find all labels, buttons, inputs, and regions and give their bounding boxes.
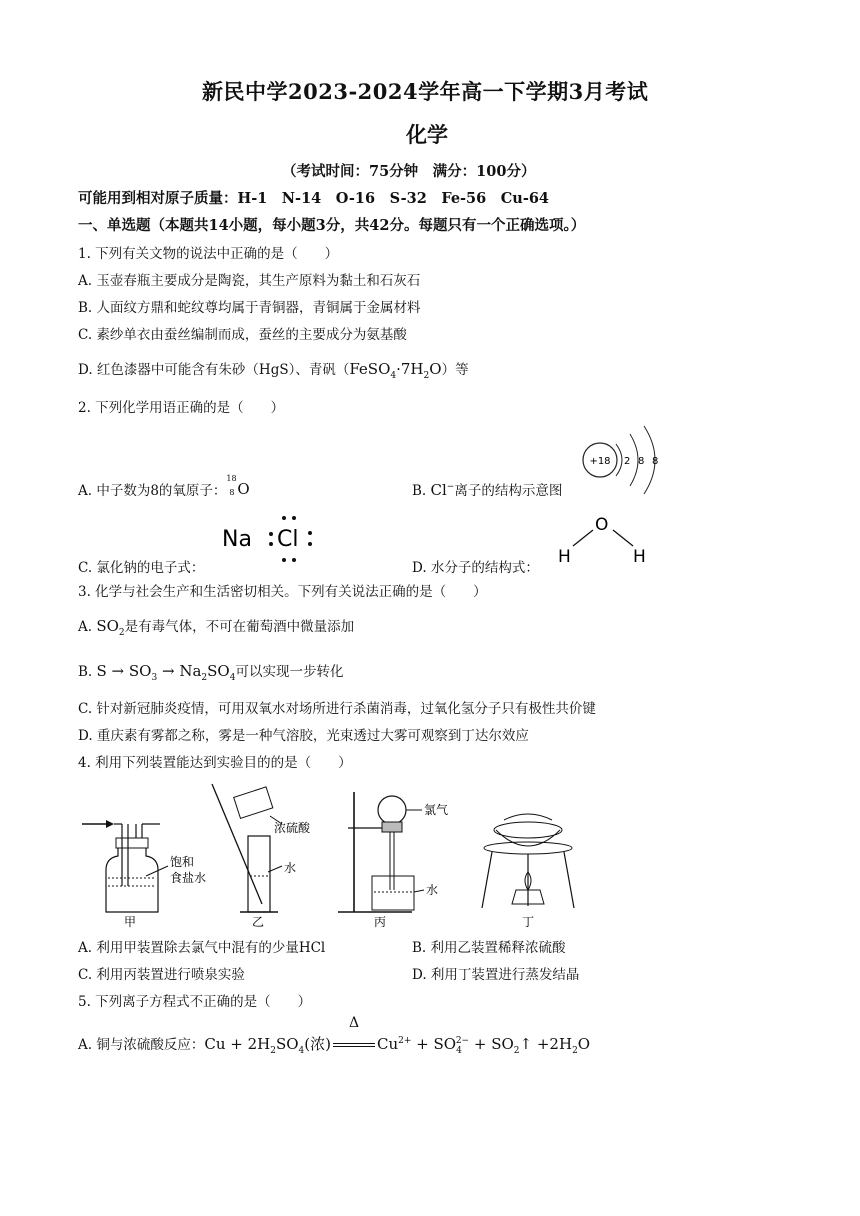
water-structural-formula [553, 510, 653, 568]
q1-option-b: B. 人面纹方鼎和蛇纹尊均属于青铜器，青铜属于金属材料 [78, 300, 421, 316]
bing-water-label: 水 [426, 883, 439, 897]
q3-option-c: C. 针对新冠肺炎疫情，可用双氧水对场所进行杀菌消毒，过氧化氢分子只有极性共价键 [78, 701, 596, 717]
jia-label: 甲 [124, 915, 137, 928]
feso4-formula: $FeSO_4\cdot 7H_2O$ [349, 360, 442, 381]
q3-option-a: A. $SO_2$是有毒气体，不可在葡萄酒中微量添加 [78, 617, 355, 638]
chloride-structure-diagram [578, 420, 664, 500]
q4-option-a: A. 利用甲装置除去氯气中混有的少量HCl [78, 940, 326, 956]
water-hydrogen-2: H [633, 547, 646, 567]
q1-option-d: D. 红色漆器中可能含有朱砂（HgS）、青矾$(FeSO_4\cdot 7H_2O)$等 [78, 360, 469, 381]
jia-liquid-line2: 食盐水 [170, 871, 207, 885]
yi-label: 乙 [252, 915, 265, 928]
q4-option-d: D. 利用丁装置进行蒸发结晶 [412, 967, 580, 983]
q1-option-c: C. 素纱单衣由蚕丝编制而成，蚕丝的主要成分为氨基酸 [78, 327, 407, 343]
yi-acid-label: 浓硫酸 [274, 821, 311, 835]
ding-label: 丁 [522, 915, 535, 928]
heat-arrow: Δ [331, 1035, 377, 1053]
q1-stem: 1. 下列有关文物的说法中正确的是（ ） [78, 246, 339, 262]
chlorine-symbol: Cl [277, 527, 299, 552]
q2-option-b: B. Cl−离子的结构示意图 [412, 481, 563, 499]
atomic-mass-line: 可能用到相对原子质量：H-1 N-14 O-16 S-32 Fe-56 Cu-64 [78, 190, 550, 207]
sodium-symbol: Na [222, 527, 252, 552]
nacl-electron-formula [220, 508, 324, 568]
q2-option-d: D. 水分子的结构式： [412, 560, 539, 576]
chloride-ion: Cl− [430, 481, 455, 499]
copper-sulfuric-equation: $Cu + 2H_2SO_4$(浓) Δ $Cu^{2+} + SO_4^{2-}$ + $SO_2↑ +2H_2O$ [204, 1015, 591, 1056]
q3-option-b: B. $S \to SO_3 \to Na_2SO_4$可以实现一步转化 [78, 662, 344, 683]
apparatus-bing [338, 792, 448, 928]
shell-3: 8 [652, 456, 659, 467]
q4-option-b: B. 利用乙装置稀释浓硫酸 [412, 940, 566, 956]
subject-title: 化学 [406, 122, 448, 147]
water-hydrogen-1: H [558, 547, 571, 567]
q5-option-a: A. 铜与浓硫酸反应：$Cu + 2H_2SO_4$(浓) Δ $Cu^{2+} + SO_4^{2-}$ + $SO_2↑ +2H_2O$ [78, 1015, 591, 1056]
q1-d-text: D. 红色漆器中可能含有朱砂（HgS）、青矾（ [78, 362, 350, 378]
apparatus-yi [212, 784, 311, 928]
q2-stem: 2. 下列化学用语正确的是（ ） [78, 400, 285, 416]
sulfur-conversion-chain: $S \to SO_3 \to Na_2SO_4$ [96, 662, 236, 683]
q2-option-a: A. 中子数为8的氧原子： 18 8 O [78, 479, 254, 499]
jia-liquid-line1: 饱和 [170, 855, 195, 869]
q4-stem: 4. 利用下列装置能达到实验目的的是（ ） [78, 755, 352, 771]
bing-label: 丙 [374, 915, 387, 928]
q4-option-c: C. 利用丙装置进行喷泉实验 [78, 967, 245, 983]
water-oxygen: O [595, 515, 609, 535]
bing-gas-label: 氯气 [424, 803, 449, 817]
oxygen-isotope: 18 8 O [226, 474, 250, 498]
nucleus-charge: +18 [589, 456, 611, 467]
q1-option-a: A. 玉壶春瓶主要成分是陶瓷，其生产原料为黏土和石灰石 [78, 273, 421, 289]
apparatus-ding [482, 814, 574, 928]
q5-stem: 5. 下列离子方程式不正确的是（ ） [78, 994, 312, 1010]
q2-option-c: C. 氯化钠的电子式： [78, 560, 205, 576]
shell-1: 2 [624, 456, 631, 467]
exam-info: （考试时间：75分钟 满分：100分） [282, 163, 536, 180]
q3-stem: 3. 化学与社会生产和生活密切相关。下列有关说法正确的是（ ） [78, 584, 487, 600]
so2-formula: $SO_2$ [96, 617, 125, 638]
exam-title: 新民中学2023-2024学年高一下学期3月考试 [202, 79, 649, 104]
apparatus-figure [76, 780, 596, 928]
q3-option-d: D. 重庆素有雾都之称，雾是一种气溶胶，光束透过大雾可观察到丁达尔效应 [78, 728, 529, 744]
yi-water-label: 水 [284, 861, 297, 875]
apparatus-jia [82, 820, 206, 928]
section-heading: 一、单选题（本题共14小题，每小题3分，共42分。每题只有一个正确选项。） [78, 217, 586, 234]
shell-2: 8 [638, 456, 645, 467]
